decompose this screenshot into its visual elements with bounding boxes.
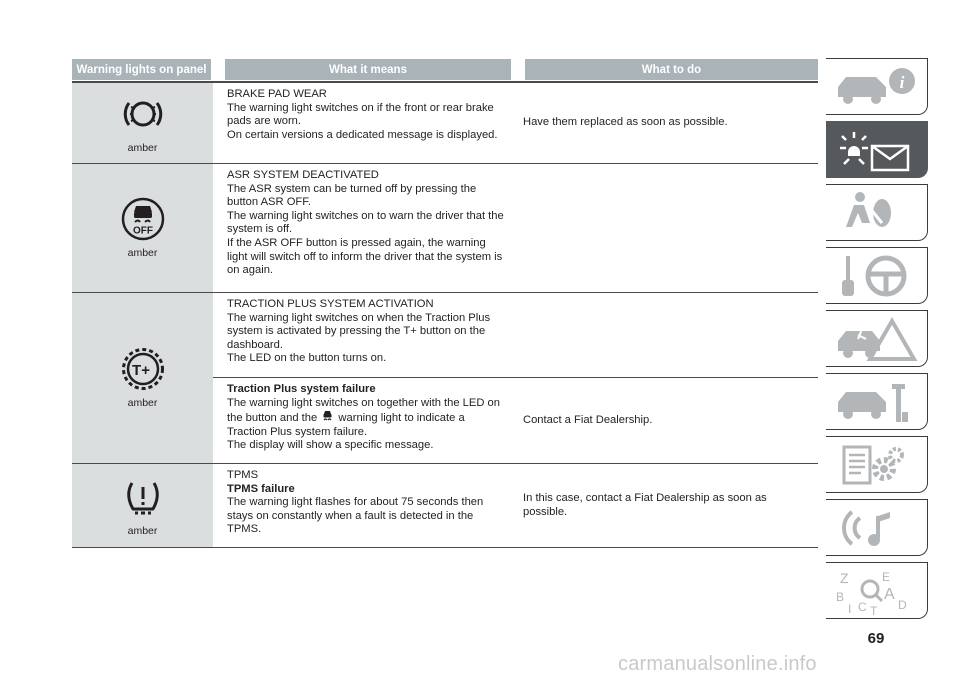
brake-pad-wear-icon: [121, 92, 165, 136]
car-warning-triangle-icon: [834, 315, 920, 363]
action-cell: [509, 293, 818, 377]
svg-text:A: A: [884, 586, 895, 603]
chapter-tabs: [826, 58, 928, 625]
table-row: [72, 464, 818, 548]
asr-off-icon: [121, 197, 165, 241]
meaning-text: The warning light switches on when the Traction Plus system is activated by pressing the T+ button on the dashboard.: [227, 311, 491, 351]
meaning-title: TRACTION PLUS SYSTEM ACTIVATION: [227, 298, 434, 310]
tab-safety[interactable]: [826, 184, 928, 241]
light-colour: amber: [127, 524, 158, 537]
meaning-cell: [213, 464, 509, 547]
meaning-text: The display will show a specific message.: [227, 439, 434, 452]
meaning-text: The warning light switches on to warn the driver that the system is off.: [227, 209, 504, 236]
table-row: [72, 83, 818, 164]
meaning-text: If the ASR OFF button is pressed again, the warning light will switch off to inform the driver that the system is on again.: [227, 236, 503, 277]
warning-lights-messages-icon: [834, 126, 920, 174]
car-maintenance-wrench-icon: [834, 378, 920, 426]
tpms-icon: [121, 475, 165, 519]
meaning-text-part: The warning light switches on together with the LED on the button and the: [227, 396, 501, 425]
action-cell: [509, 164, 818, 292]
meaning-text: The warning light flashes for about 75 seconds then stays on constantly when a fault is detected in the TPMS.: [227, 496, 484, 536]
multimedia-music-icon: [834, 504, 920, 552]
traction-plus-icon: [121, 347, 165, 391]
traction-plus-label: T+: [131, 362, 150, 379]
meaning-text: The warning light switches on if the front or rear brake pads are worn.: [227, 101, 494, 128]
tab-index[interactable]: [826, 562, 928, 619]
action-cell: In this case, contact a Fiat Dealership as soon as possible.: [523, 491, 767, 518]
meaning-title: ASR SYSTEM DEACTIVATED: [227, 169, 379, 181]
tab-car-info[interactable]: [826, 58, 928, 115]
meaning-cell: [213, 164, 509, 292]
svg-text:T: T: [870, 604, 878, 615]
asr-off-label: OFF: [132, 225, 153, 237]
header-what-to-do: What to do: [525, 59, 818, 80]
icon-cell: [72, 464, 213, 547]
meaning-title: TPMS: [227, 469, 259, 481]
icon-cell: [72, 293, 213, 463]
tab-technical-data[interactable]: [826, 436, 928, 493]
table-header: [72, 59, 818, 80]
warning-lights-table: [72, 59, 818, 548]
header-what-it-means: What it means: [225, 59, 511, 80]
table-row: [72, 293, 818, 464]
meaning-bold-title: TPMS failure: [227, 482, 295, 495]
meaning-cell: [213, 293, 509, 377]
svg-text:C: C: [858, 600, 867, 614]
meaning-text: [227, 397, 504, 440]
meaning-text: The ASR system can be turned off by pressing the button ASR OFF.: [227, 182, 477, 209]
tab-starting-driving[interactable]: [826, 247, 928, 304]
meaning-bold-title: Traction Plus system failure: [227, 383, 376, 395]
tab-maintenance[interactable]: [826, 373, 928, 430]
svg-text:D: D: [898, 598, 907, 612]
airbag-safety-icon: [834, 189, 920, 237]
meaning-text: On certain versions a dedicated message is displayed.: [227, 128, 498, 141]
tab-warning-lights[interactable]: [826, 121, 928, 178]
svg-text:E: E: [882, 570, 891, 584]
meaning-text-part: warning light to indicate a Traction Plus system failure.: [227, 412, 465, 438]
meaning-title: BRAKE PAD WEAR: [227, 88, 327, 100]
icon-cell: [72, 83, 213, 163]
svg-text:I: I: [848, 602, 852, 615]
technical-data-gear-icon: [834, 441, 920, 489]
light-colour: amber: [127, 247, 158, 259]
action-cell: Have them replaced as soon as possible.: [523, 116, 728, 129]
svg-text:B: B: [836, 590, 845, 604]
light-colour: amber: [127, 397, 158, 409]
meaning-text: The LED on the button turns on.: [227, 352, 387, 365]
meaning-cell: [213, 378, 509, 463]
table-row: [72, 164, 818, 293]
alphabetical-index-icon: [834, 567, 920, 615]
car-info-icon: [834, 63, 920, 111]
watermark: carmanualsonline.info: [618, 653, 817, 675]
key-steering-wheel-icon: [834, 252, 920, 300]
esc-warning-icon: [322, 410, 333, 423]
meaning-cell: [213, 83, 509, 163]
light-colour: amber: [127, 142, 158, 154]
action-cell: Contact a Fiat Dealership.: [523, 413, 653, 426]
icon-cell: [72, 164, 213, 292]
svg-text:Z: Z: [840, 570, 849, 586]
tab-multimedia[interactable]: [826, 499, 928, 556]
tab-emergency[interactable]: [826, 310, 928, 367]
svg-text:i: i: [899, 73, 905, 92]
page-number: 69: [867, 630, 885, 647]
header-warning-lights: Warning lights on panel: [72, 59, 211, 80]
